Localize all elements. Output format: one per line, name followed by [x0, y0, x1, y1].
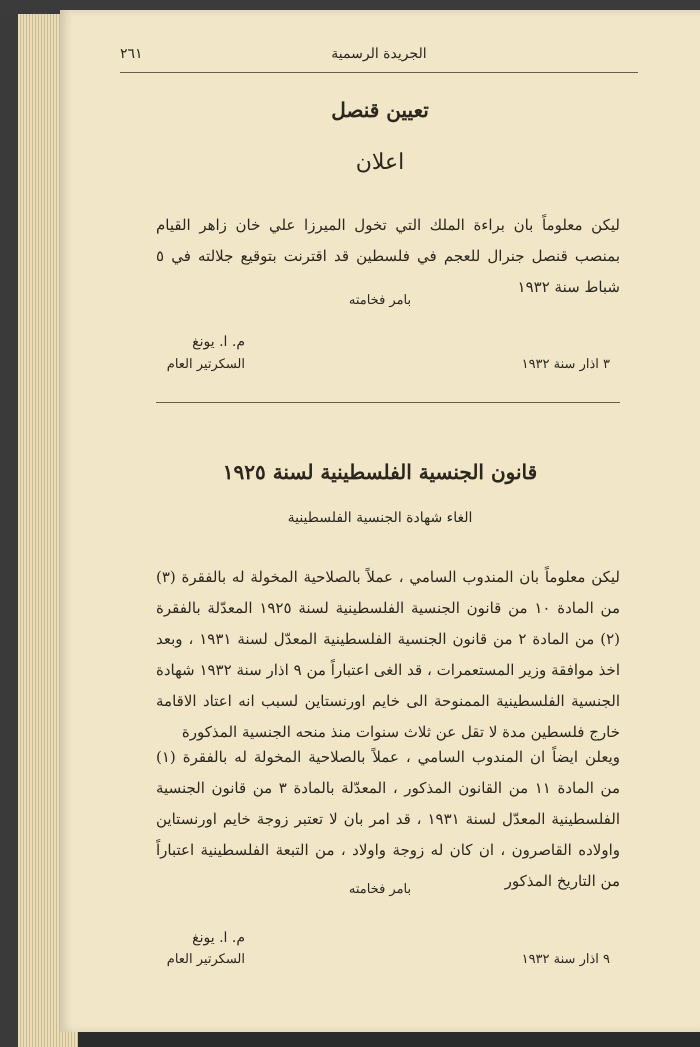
law-paragraph-2: ويعلن ايضاً ان المندوب السامي ، عملاً بالصلاحية المخولة له بالفقرة (١) من المادة ١١ من القانون المذكور ، المعدّلة بالمادة ٣ من قانون الجنسية الفلسطينية المعدّل لسنة ١٩٣١ ، قد امر بان لا تعتبر زوجة خايم اورنستاين واولاده القاصرون ، ان كان له زوجة واولاد ، من التبعة الفلسطينية اعتباراً من التاريخ المذكور	[156, 748, 620, 890]
law-subtitle: الغاء شهادة الجنسية الفلسطينية	[287, 510, 473, 526]
signatory-title-1: السكرتير العام	[166, 357, 245, 372]
law-paragraph-1: ليكن معلوماً بان المندوب السامي ، عملاً بالصلاحية المخولة له بالفقرة (٣) من المادة ١٠ من قانون الجنسية الفلسطينية لسنة ١٩٢٥ المعدّلة بالفقرة (٢) من المادة ٢ من قانون الجنسية الفلسطينية المعدّل لسنة ١٩٣١ ، وبعد اخذ موافقة وزير المستعمرات ، قد الغى اعتباراً من ٩ اذار سنة ١٩٣٢ شهادة الجنسية الفلسطينية الممنوحة الى خايم اورنستاين لسبب انه اعتاد الاقامة خارج فلسطين مدة لا تقل عن ثلاث سنوات منذ منحه الجنسية المذكورة	[156, 568, 620, 741]
notice-date-2: ٩ اذار سنة ١٩٣٢	[521, 952, 610, 967]
running-title: الجريدة الرسمية	[331, 46, 427, 62]
page-number: ٢٦١	[120, 46, 143, 62]
law-title: قانون الجنسية الفلسطينية لسنة ١٩٢٥	[222, 460, 538, 484]
section-divider	[156, 402, 620, 403]
notice-date-1: ٣ اذار سنة ١٩٣٢	[521, 357, 610, 372]
notice-subtitle-announcement: اعلان	[355, 150, 405, 175]
book-binding	[0, 0, 18, 1047]
gazette-page	[60, 10, 700, 1032]
notice-title-consul: تعيين قنصل	[331, 98, 429, 122]
page-header	[120, 46, 638, 73]
signatory-name-2: م. ا. يونغ	[192, 930, 245, 946]
notice-body-consul: ليكن معلوماً بان براءة الملك التي تخول الميرزا علي خان زاهر القيام بمنصب قنصل جنرال للعجم في فلسطين قد اقترنت بتوقيع جلالته في ٥ شباط سنة ١٩٣٢	[156, 216, 620, 296]
by-order-2: بامر فخامته	[348, 882, 412, 897]
by-order-1: بامر فخامته	[348, 293, 412, 308]
signatory-title-2: السكرتير العام	[166, 952, 245, 967]
signatory-name-1: م. ا. يونغ	[192, 334, 245, 350]
